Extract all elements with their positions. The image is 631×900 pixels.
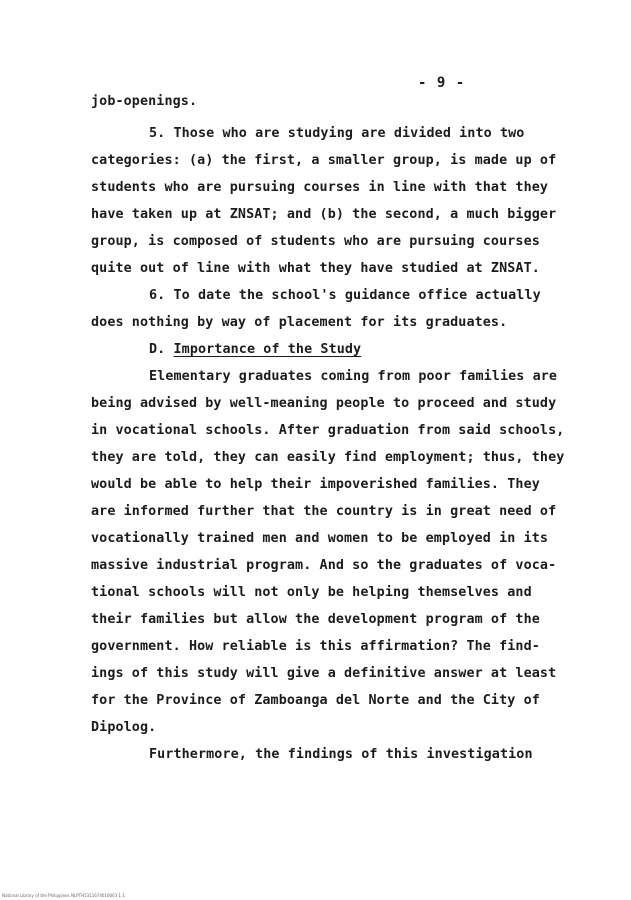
text-line: ings of this study will give a definitive answer at least — [91, 666, 557, 681]
text-line: in vocational schools. After graduation from said schools, — [91, 423, 565, 438]
text-line: would be able to help their impoverished families. They — [91, 477, 540, 492]
text-line: students who are pursuing courses in line with that they — [91, 180, 549, 195]
archive-footer: National Library of the Philippines NLPTH5311674010003 1:1 — [2, 893, 125, 898]
text-line: Dipolog. — [91, 720, 157, 735]
text-line: are informed further that the country is in great need of — [91, 504, 557, 519]
text-line: 6. To date the school's guidance office actually — [149, 288, 541, 303]
text-line: massive industrial program. And so the graduates of voca- — [91, 558, 557, 573]
text-line: quite out of line with what they have studied at ZNSAT. — [91, 261, 540, 276]
text-line: they are told, they can easily find employment; thus, they — [91, 450, 565, 465]
text-line: tional schools will not only be helping themselves and — [91, 585, 532, 600]
text-line: vocationally trained men and women to be employed in its — [91, 531, 549, 546]
text-line: Elementary graduates coming from poor families are — [149, 369, 558, 384]
section-heading — [149, 341, 361, 359]
text-line: have taken up at ZNSAT; and (b) the second, a much bigger — [91, 207, 557, 222]
text-line: categories: (a) the first, a smaller group, is made up of — [91, 153, 557, 168]
text-line: 5. Those who are studying are divided into two — [149, 126, 525, 141]
text-line: for the Province of Zamboanga del Norte and the City of — [91, 693, 540, 708]
text-line: government. How reliable is this affirmation? The find- — [91, 639, 540, 654]
section-title: Importance of the Study — [173, 342, 362, 357]
text-line: Furthermore, the findings of this investigation — [149, 747, 533, 762]
page-number: - 9 - — [418, 75, 466, 91]
text-line: does nothing by way of placement for its graduates. — [91, 315, 508, 330]
text-line: job-openings. — [91, 94, 198, 109]
text-line: group, is composed of students who are pursuing courses — [91, 234, 540, 249]
text-line: their families but allow the development program of the — [91, 612, 540, 627]
text-line: being advised by well-meaning people to proceed and study — [91, 396, 557, 411]
section-letter: D. — [149, 342, 174, 357]
